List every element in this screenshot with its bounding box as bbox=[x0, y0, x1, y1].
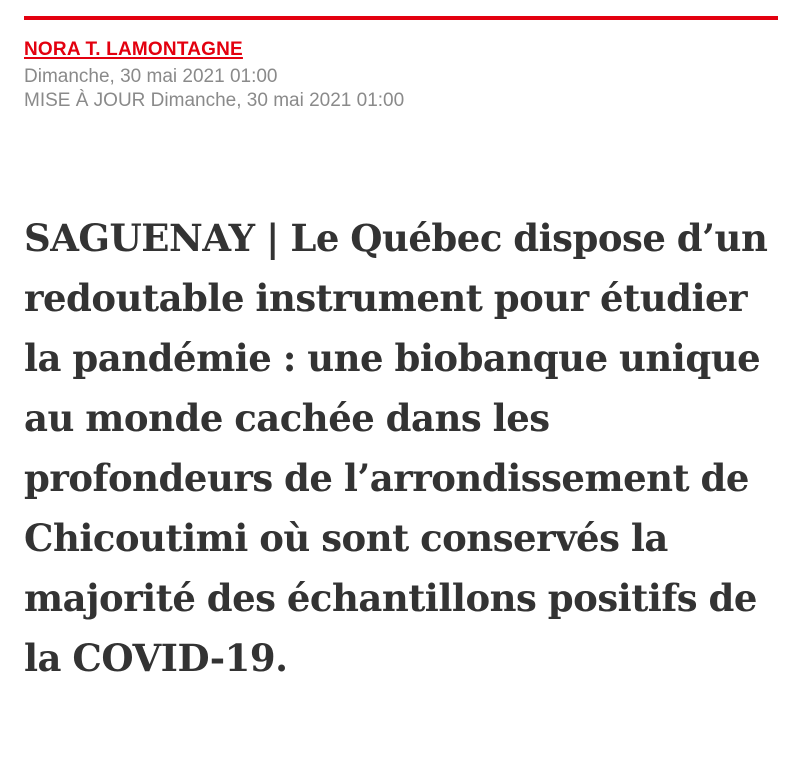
top-accent-rule bbox=[24, 16, 778, 20]
article-lede: SAGUENAY | Le Québec dispose d’un redoutable instrument pour étudier la pandémie : une biobanque unique au monde cachée dans les profondeurs de l’arrondissement de Chicoutimi où sont conservés la majorité des échantillons positifs de la COVID-19. bbox=[24, 216, 768, 680]
author-link[interactable]: NORA T. LAMONTAGNE bbox=[24, 39, 243, 60]
update-date: MISE À JOUR Dimanche, 30 mai 2021 01:00 bbox=[24, 90, 405, 111]
publish-date: Dimanche, 30 mai 2021 01:00 bbox=[24, 66, 278, 87]
article-byline bbox=[24, 38, 778, 113]
